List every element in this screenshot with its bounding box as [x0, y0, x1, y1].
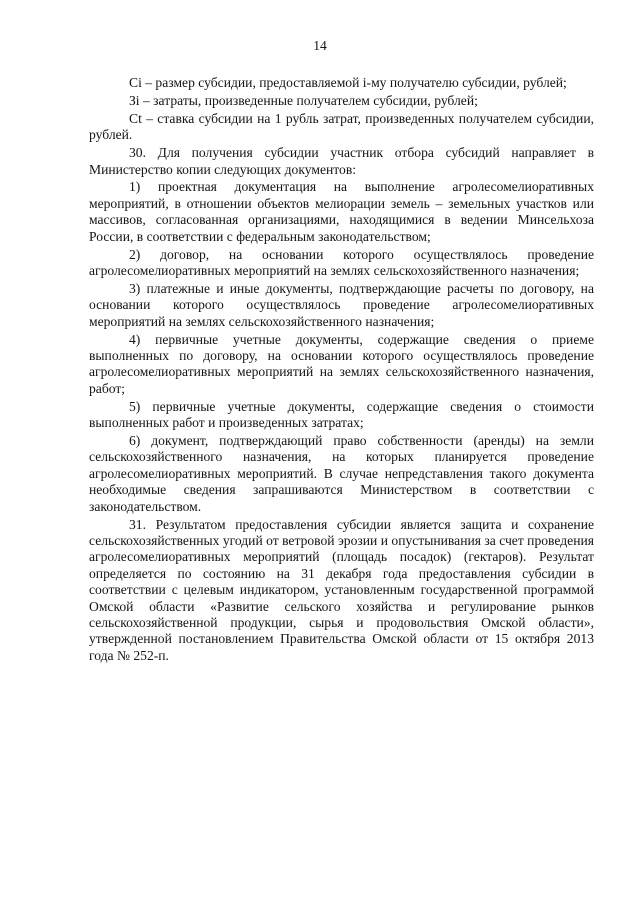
formula-legend-zi: Зi – затраты, произведенные получателем субсидии, рублей;: [129, 92, 478, 108]
formula-legend-ct: Ct – ставка субсидии на 1 рубль затрат, произведенных получателем субсидии, рублей.: [89, 110, 594, 143]
clause-30-item-1: 1) проектная документация на выполнение агролесомелиоративных мероприятий, в отношении объектов мелиорации земель – земельных участков или массивов, согласованная организациями, находящимися в ведении Минсельхоза России, в соответствии с федеральным законодательством;: [89, 179, 594, 244]
document-body: [89, 75, 594, 666]
clause-30-item-5: 5) первичные учетные документы, содержащие сведения о стоимости выполненных работ и произведенных затратах;: [89, 398, 594, 431]
clause-30: 30. Для получения субсидии участник отбора субсидий направляет в Министерство копии следующих документов:: [89, 145, 594, 177]
clause-30-item-6: 6) документ, подтверждающий право собственности (аренды) на земли сельскохозяйственного назначения, на которых планируется проведение агролесомелиоративных мероприятий. В случае непредставления такого документа необходимые сведения запрашиваются Министерством в соответствии с законодательством.: [89, 433, 594, 514]
clause-30-item-3: 3) платежные и иные документы, подтверждающие расчеты по договору, на основании которого осуществлялось проведение агролесомелиоративных мероприятий на землях сельскохозяйственного назначения;: [89, 280, 594, 329]
page-number: 14: [313, 38, 327, 53]
clause-31: 31. Результатом предоставления субсидии является защита и сохранение сельскохозяйственных угодий от ветровой эрозии и опустынивания за счет проведения агролесомелиоративных мероприятий (площадь посадок) (гектаров). Результат определяется по состоянию на 31 декабря года предоставления субсидии в соответствии с целевым индикатором, установленным государственной программой Омской области «Развитие сельского хозяйства и регулирование рынков сельскохозяйственной продукции, сырья и продовольствия Омской области», утвержденной постановлением Правительства Омской области от 15 октября 2013 года № 252-п.: [89, 516, 594, 663]
clause-30-item-2: 2) договор, на основании которого осуществлялось проведение агролесомелиоративных мероприятий на землях сельскохозяйственного назначения;: [89, 246, 594, 278]
clause-30-item-4: 4) первичные учетные документы, содержащие сведения о приеме выполненных по договору, на основании которого осуществлялось проведение агролесомелиоративных мероприятий на землях сельскохозяйственного назначения, работ;: [89, 331, 594, 396]
formula-legend-ci: Ci – размер субсидии, предоставляемой i-му получателю субсидии, рублей;: [129, 75, 567, 90]
